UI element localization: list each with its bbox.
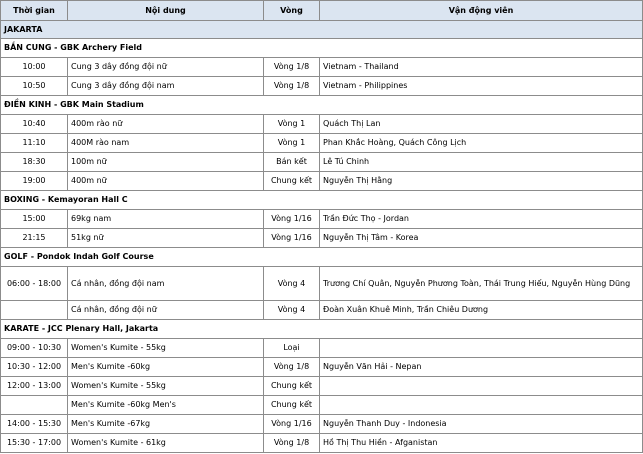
cell-round: Vòng 4 — [264, 267, 320, 301]
cell-athletes: Vietnam - Thailand — [320, 58, 643, 77]
cell-event: Cung 3 dây đồng đội nữ — [68, 58, 264, 77]
section-title: BẮN CUNG - GBK Archery Field — [1, 39, 643, 58]
cell-athletes: Nguyễn Thị Hằng — [320, 172, 643, 191]
cell-round: Chung kết — [264, 396, 320, 415]
cell-event: Women's Kumite - 55kg — [68, 377, 264, 396]
cell-time — [1, 396, 68, 415]
cell-athletes: Lê Tú Chinh — [320, 153, 643, 172]
table-row — [1, 134, 643, 153]
cell-time: 15:00 — [1, 210, 68, 229]
table-row — [1, 229, 643, 248]
cell-event: 400m nữ — [68, 172, 264, 191]
cell-event: Women's Kumite - 55kg — [68, 339, 264, 358]
cell-athletes — [320, 377, 643, 396]
cell-round: Vòng 1/8 — [264, 77, 320, 96]
cell-event: 69kg nam — [68, 210, 264, 229]
cell-athletes: Quách Thị Lan — [320, 115, 643, 134]
cell-athletes: Nguyễn Thị Tâm - Korea — [320, 229, 643, 248]
cell-time: 10:40 — [1, 115, 68, 134]
cell-round: Chung kết — [264, 172, 320, 191]
table-row — [1, 210, 643, 229]
table-row — [1, 77, 643, 96]
cell-event: Cá nhân, đồng đội nam — [68, 267, 264, 301]
cell-athletes: Vietnam - Philippines — [320, 77, 643, 96]
cell-time: 09:00 - 10:30 — [1, 339, 68, 358]
table-row — [1, 172, 643, 191]
cell-round: Vòng 1/16 — [264, 210, 320, 229]
cell-time: 06:00 - 18:00 — [1, 267, 68, 301]
section-title: KARATE - JCC Plenary Hall, Jakarta — [1, 320, 643, 339]
cell-time: 19:00 — [1, 172, 68, 191]
table-row — [1, 115, 643, 134]
cell-round: Vòng 1/8 — [264, 58, 320, 77]
section-row — [1, 96, 643, 115]
cell-time: 12:00 - 13:00 — [1, 377, 68, 396]
cell-event: 51kg nữ — [68, 229, 264, 248]
cell-event: Men's Kumite -67kg — [68, 415, 264, 434]
cell-round: Loại — [264, 339, 320, 358]
header-athletes: Vận động viên — [320, 1, 643, 21]
cell-time — [1, 301, 68, 320]
section-row — [1, 39, 643, 58]
cell-time: 18:30 — [1, 153, 68, 172]
cell-athletes — [320, 396, 643, 415]
section-title: GOLF - Pondok Indah Golf Course — [1, 248, 643, 267]
cell-round: Vòng 1/16 — [264, 229, 320, 248]
section-title: ĐIỀN KINH - GBK Main Stadium — [1, 96, 643, 115]
cell-round: Vòng 1/8 — [264, 434, 320, 453]
schedule-body — [1, 21, 643, 453]
cell-athletes: Phan Khắc Hoàng, Quách Công Lịch — [320, 134, 643, 153]
header-round: Vòng — [264, 1, 320, 21]
region-row — [1, 21, 643, 39]
cell-time: 10:50 — [1, 77, 68, 96]
cell-athletes: Nguyễn Thanh Duy - Indonesia — [320, 415, 643, 434]
header-event: Nội dung — [68, 1, 264, 21]
cell-round: Vòng 4 — [264, 301, 320, 320]
cell-round: Bán kết — [264, 153, 320, 172]
cell-event: Cá nhân, đồng đội nữ — [68, 301, 264, 320]
table-row — [1, 301, 643, 320]
cell-time: 21:15 — [1, 229, 68, 248]
cell-athletes: Hồ Thị Thu Hiền - Afganistan — [320, 434, 643, 453]
table-row — [1, 267, 643, 301]
cell-round: Vòng 1/8 — [264, 358, 320, 377]
section-title: BOXING - Kemayoran Hall C — [1, 191, 643, 210]
header-row — [1, 1, 643, 21]
section-row — [1, 320, 643, 339]
table-row — [1, 339, 643, 358]
cell-athletes: Trương Chí Quân, Nguyễn Phương Toàn, Thái Trung Hiếu, Nguyễn Hùng Dũng — [320, 267, 643, 301]
cell-event: 400m rào nữ — [68, 115, 264, 134]
section-row — [1, 248, 643, 267]
cell-athletes — [320, 339, 643, 358]
cell-round: Chung kết — [264, 377, 320, 396]
cell-round: Vòng 1/16 — [264, 415, 320, 434]
cell-time: 14:00 - 15:30 — [1, 415, 68, 434]
section-row — [1, 191, 643, 210]
cell-time: 11:10 — [1, 134, 68, 153]
cell-time: 10:30 - 12:00 — [1, 358, 68, 377]
table-row — [1, 377, 643, 396]
cell-time: 15:30 - 17:00 — [1, 434, 68, 453]
cell-round: Vòng 1 — [264, 134, 320, 153]
cell-event: Women's Kumite - 61kg — [68, 434, 264, 453]
table-row — [1, 434, 643, 453]
table-row — [1, 415, 643, 434]
table-row — [1, 396, 643, 415]
cell-athletes: Đoàn Xuân Khuê Minh, Trần Chiêu Dương — [320, 301, 643, 320]
header-time: Thời gian — [1, 1, 68, 21]
cell-event: 400M rào nam — [68, 134, 264, 153]
cell-event: 100m nữ — [68, 153, 264, 172]
region-title: JAKARTA — [1, 21, 643, 39]
table-row — [1, 58, 643, 77]
cell-time: 10:00 — [1, 58, 68, 77]
cell-athletes: Trần Đức Thọ - Jordan — [320, 210, 643, 229]
table-row — [1, 358, 643, 377]
cell-event: Cung 3 dây đồng đội nam — [68, 77, 264, 96]
cell-event: Men's Kumite -60kg — [68, 358, 264, 377]
cell-round: Vòng 1 — [264, 115, 320, 134]
table-row — [1, 153, 643, 172]
cell-athletes: Nguyễn Văn Hải - Nepan — [320, 358, 643, 377]
cell-event: Men's Kumite -60kg Men's — [68, 396, 264, 415]
